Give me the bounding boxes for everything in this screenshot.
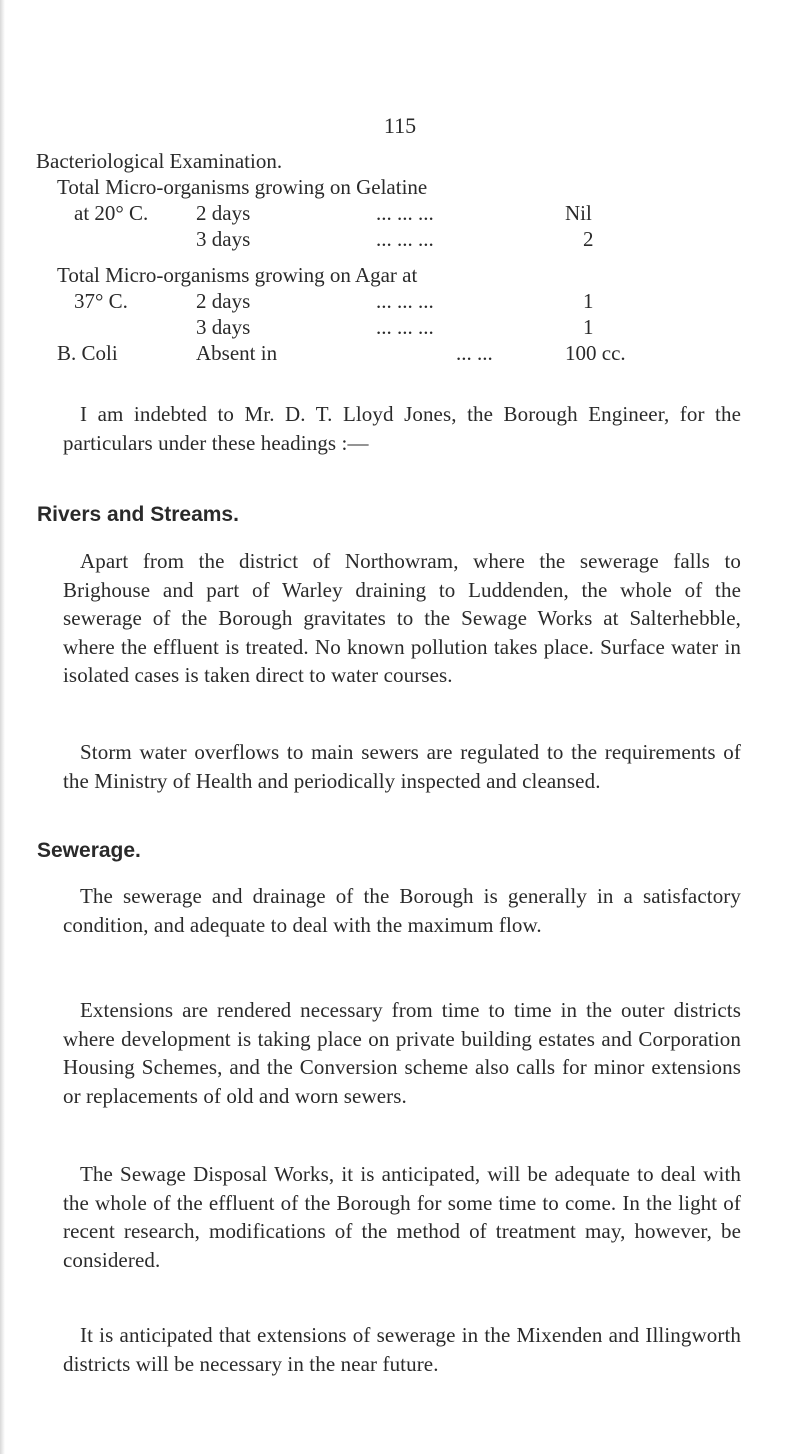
gelatine-row-dots: ... ... ... <box>376 201 434 225</box>
intro-paragraph: I am indebted to Mr. D. T. Lloyd Jones, the Borough Engineer, for the particulars under these headings :— <box>63 402 741 455</box>
sewerage-heading: Sewerage. <box>37 839 141 862</box>
page-edge-shadow <box>0 0 5 1454</box>
agar-row-value: 1 <box>583 289 594 313</box>
agar-temperature: 37° C. <box>74 289 128 313</box>
gelatine-row-label: 2 days <box>196 201 251 225</box>
gelatine-temperature: at 20° C. <box>74 201 149 225</box>
agar-row-label: 2 days <box>196 289 251 313</box>
agar-row-label: 3 days <box>196 315 251 339</box>
coli-text: Absent in <box>196 341 278 365</box>
gelatine-row-value: 2 <box>583 227 594 251</box>
sewerage-paragraph: The Sewage Disposal Works, it is anticipated, will be adequate to deal with the whole of the effluent of the Borough for some time to come. In the light of recent research, modifications of the method of treatment may, however, be considered. <box>63 1162 741 1272</box>
gelatine-heading: Total Micro-organisms growing on Gelatine <box>57 175 428 199</box>
sewerage-paragraph: The sewerage and drainage of the Borough is generally in a satisfactory condition, and adequate to deal with the maximum flow. <box>63 884 741 937</box>
agar-row-dots: ... ... ... <box>376 289 434 313</box>
bacteriological-title: Bacteriological Examination. <box>36 149 283 173</box>
rivers-paragraph: Apart from the district of Northowram, where the sewerage falls to Brighouse and part of Warley draining to Luddenden, the whole of the sewerage of the Borough gravitates to the Sewage Works at Salterhebble, where the effluent is treated. No known pollution takes place. Surface water in isolated cases is taken direct to water courses. <box>63 549 741 687</box>
rivers-heading: Rivers and Streams. <box>37 503 239 526</box>
coli-label: B. Coli <box>57 341 118 365</box>
rivers-paragraph: Storm water overflows to main sewers are regulated to the requirements of the Ministry of Health and periodically inspected and cleansed. <box>63 740 741 793</box>
gelatine-row-dots: ... ... ... <box>376 227 434 251</box>
agar-row-value: 1 <box>583 315 594 339</box>
sewerage-paragraph: Extensions are rendered necessary from time to time in the outer districts where development is taking place on private building estates and Corporation Housing Schemes, and the Conversion scheme also calls for minor extensions or replacements of old and worn sewers. <box>63 998 741 1108</box>
coli-value: 100 cc. <box>565 341 626 365</box>
coli-dots: ... ... <box>456 341 493 365</box>
agar-row-dots: ... ... ... <box>376 315 434 339</box>
gelatine-row-label: 3 days <box>196 227 251 251</box>
gelatine-row-value: Nil <box>565 201 592 225</box>
sewerage-paragraph: It is anticipated that extensions of sewerage in the Mixenden and Illingworth districts will be necessary in the near future. <box>63 1323 741 1376</box>
page-number: 115 <box>383 113 417 138</box>
agar-heading: Total Micro-organisms growing on Agar at <box>57 263 418 287</box>
